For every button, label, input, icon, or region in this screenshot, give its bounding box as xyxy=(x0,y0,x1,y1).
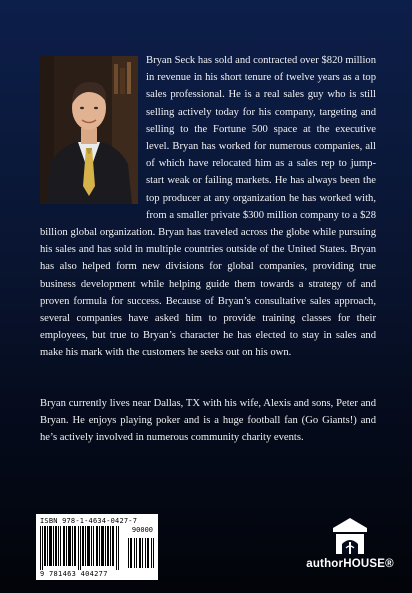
authorhouse-house-icon xyxy=(331,516,369,556)
author-bio xyxy=(40,52,376,362)
barcode-digits: 9 781463 404277 xyxy=(40,570,108,578)
isbn-barcode xyxy=(36,514,158,580)
isbn-label: ISBN 978-1-4634-0427-7 xyxy=(40,517,138,525)
author-personal: Bryan currently lives near Dallas, TX with his wife, Alexis and sons, Peter and Bryan. He enjoys playing poker and is a huge football fan (Go Giants!) and he’s actively involved in numerous community charity events. xyxy=(40,398,376,444)
publisher-logo xyxy=(300,516,400,582)
price-code: 90000 xyxy=(131,526,153,534)
publisher-name: authorHOUSE® xyxy=(306,558,394,570)
barcode-bars xyxy=(40,526,124,570)
author-bio-text: Bryan Seck has sold and contracted over $820 million in revenue in his short tenure of twelve years as a top sales professional. He is a real sales guy who is still selling actively today for his company, targeting and selling to the Fortune 500 space at the executive level. Bryan has worked for numerous companies, all of which have relocated him as a sales rep to jump-start weak or failing markets. He has always been the top producer at any organization he has worked with, from a smaller private $300 million company to a $28 billion global organization. Bryan has traveled across the globe while pursuing his sales and has sold in multiple countries outside of the United States. Bryan has also helped form new divisions for global companies, providing true business development while helping guide them towards a strategy of and proven formula for success. Because of Bryan’s consultative sales approach, several companies have asked him to provide training classes for their employees, but true to Bryan’s character he has elected to stay in sales and make his mark with the customers he seeks out on his own. xyxy=(40,55,376,359)
addon-barcode-bars xyxy=(128,538,154,568)
